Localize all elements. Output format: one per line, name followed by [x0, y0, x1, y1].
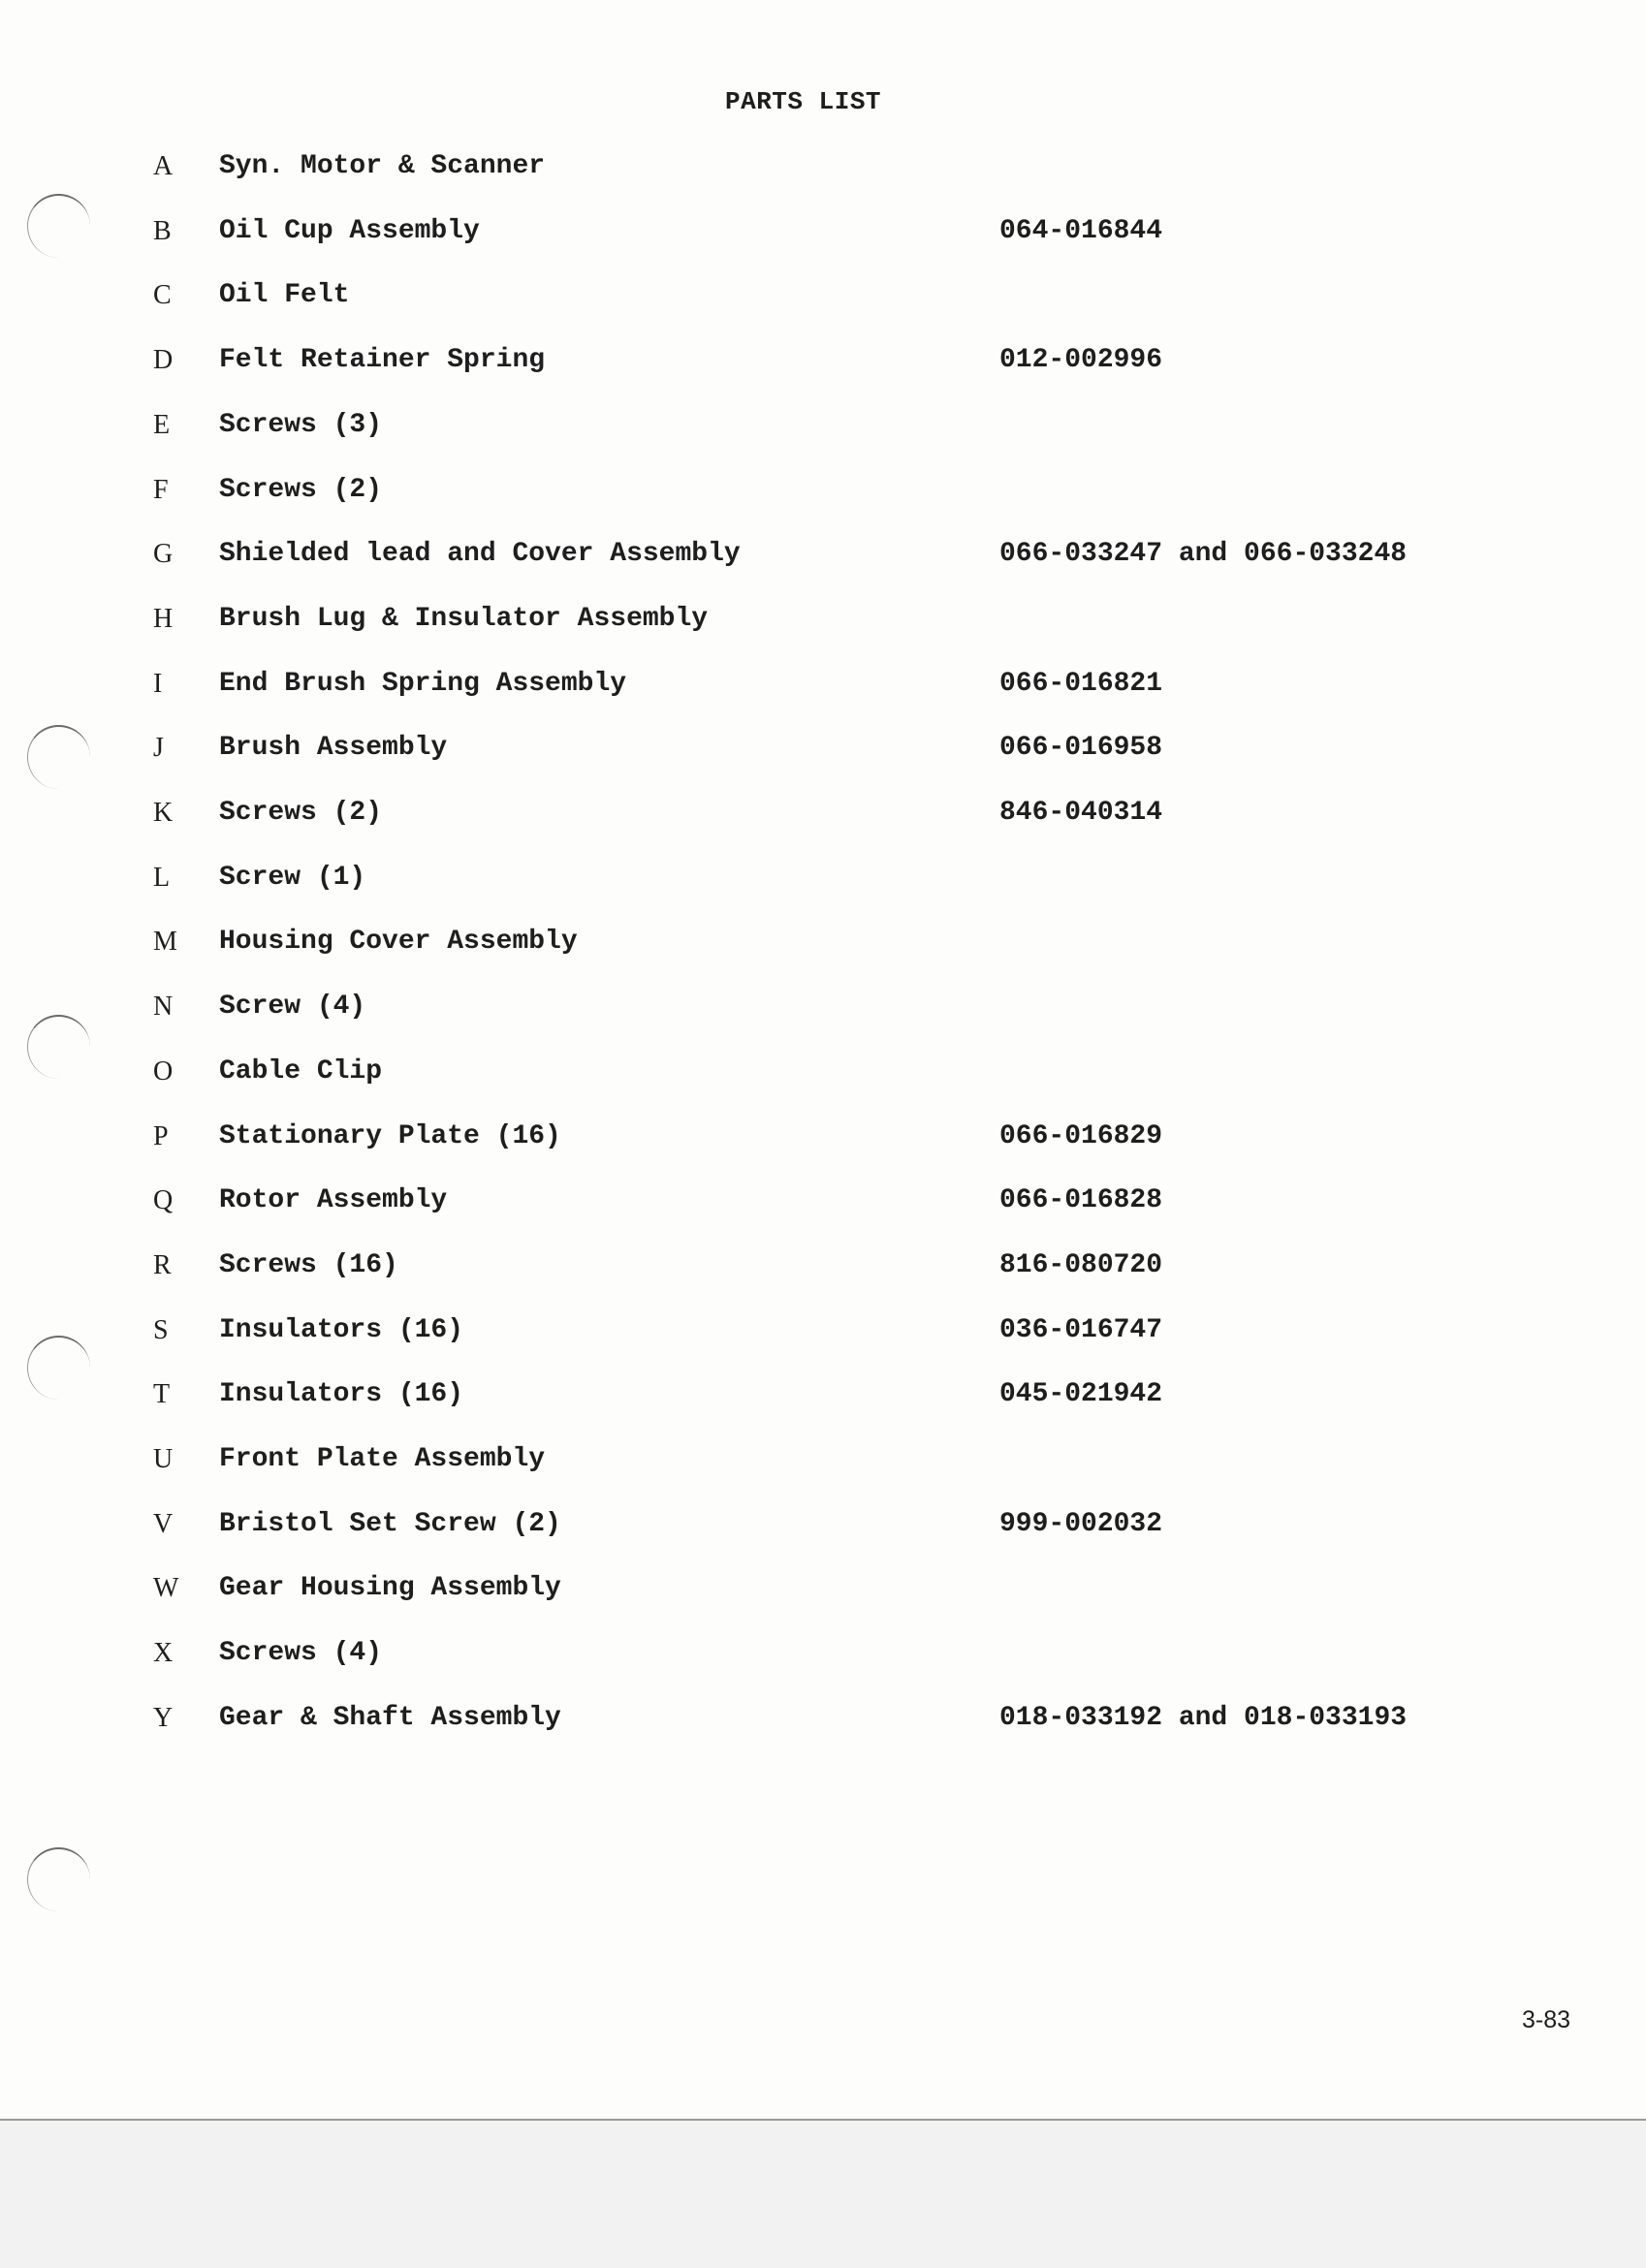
- parts-list-row: [0, 1185, 1646, 1224]
- part-description: Screws (16): [219, 1249, 398, 1280]
- parts-list-row: [0, 216, 1646, 255]
- part-description: Felt Retainer Spring: [219, 345, 546, 376]
- part-letter: H: [153, 603, 174, 634]
- part-letter: V: [153, 1508, 174, 1539]
- part-description: Stationary Plate (16): [219, 1120, 561, 1151]
- part-description: Cable Clip: [219, 1055, 383, 1087]
- parts-list-row: [0, 410, 1646, 449]
- part-letter: Y: [153, 1702, 174, 1733]
- parts-list-row: [0, 1444, 1646, 1483]
- part-letter: M: [153, 927, 177, 958]
- part-description: Oil Felt: [219, 280, 350, 311]
- punch-hole: [27, 1847, 90, 1911]
- part-number: 018-033192 and 018-033193: [999, 1702, 1408, 1733]
- part-number: 816-080720: [999, 1249, 1163, 1280]
- part-letter: R: [153, 1249, 172, 1280]
- part-number: 066-033247 and 066-033248: [999, 539, 1408, 570]
- part-number: 012-002996: [999, 345, 1163, 376]
- part-letter: K: [153, 798, 174, 828]
- part-letter: C: [153, 280, 172, 311]
- scan-background: [0, 2121, 1646, 2268]
- part-number: 045-021942: [999, 1379, 1163, 1410]
- part-description: Screws (2): [219, 474, 383, 505]
- part-letter: A: [153, 151, 174, 181]
- part-description: Screws (2): [219, 798, 383, 828]
- part-letter: D: [153, 345, 174, 376]
- part-description: Shielded lead and Cover Assembly: [219, 539, 741, 570]
- part-number: 999-002032: [999, 1508, 1163, 1539]
- part-number: 846-040314: [999, 798, 1163, 828]
- part-description: Rotor Assembly: [219, 1185, 448, 1216]
- part-description: Bristol Set Screw (2): [219, 1508, 561, 1539]
- part-description: Housing Cover Assembly: [219, 927, 578, 958]
- part-letter: G: [153, 539, 174, 570]
- parts-list-row: [0, 604, 1646, 643]
- parts-list-row: [0, 669, 1646, 708]
- part-number: 066-016821: [999, 668, 1163, 699]
- part-description: Brush Lug & Insulator Assembly: [219, 603, 709, 634]
- parts-list-row: [0, 1703, 1646, 1742]
- part-description: Front Plate Assembly: [219, 1444, 546, 1474]
- part-letter: B: [153, 215, 172, 246]
- part-description: Screw (4): [219, 992, 366, 1023]
- part-number: 066-016828: [999, 1185, 1163, 1216]
- part-letter: E: [153, 409, 171, 440]
- parts-list-row: [0, 1250, 1646, 1289]
- page-title: PARTS LIST: [725, 87, 882, 116]
- part-letter: O: [153, 1055, 174, 1087]
- parts-list-row: [0, 280, 1646, 319]
- parts-list-row: [0, 992, 1646, 1030]
- part-number: 036-016747: [999, 1314, 1163, 1345]
- part-letter: I: [153, 668, 163, 699]
- parts-list-row: [0, 1315, 1646, 1354]
- part-description: Oil Cup Assembly: [219, 215, 480, 246]
- part-description: Brush Assembly: [219, 733, 448, 764]
- page-number: 3-83: [1522, 2006, 1571, 2033]
- parts-list-row: [0, 927, 1646, 965]
- part-number: 066-016958: [999, 733, 1163, 764]
- part-letter: N: [153, 992, 174, 1023]
- part-letter: L: [153, 862, 171, 893]
- parts-list-row: [0, 1379, 1646, 1418]
- part-letter: J: [153, 733, 164, 764]
- part-description: Screws (4): [219, 1638, 383, 1669]
- part-letter: F: [153, 474, 169, 505]
- part-letter: Q: [153, 1185, 174, 1216]
- parts-list-row: [0, 1509, 1646, 1548]
- part-letter: U: [153, 1444, 174, 1474]
- parts-list-row: [0, 733, 1646, 772]
- part-number: 066-016829: [999, 1120, 1163, 1151]
- parts-list-row: [0, 863, 1646, 901]
- parts-list-row: [0, 475, 1646, 514]
- parts-list-row: [0, 1573, 1646, 1612]
- parts-list-row: [0, 1056, 1646, 1095]
- part-description: Syn. Motor & Scanner: [219, 151, 546, 181]
- parts-list-row: [0, 798, 1646, 836]
- part-letter: W: [153, 1573, 179, 1604]
- parts-list-row: [0, 1121, 1646, 1160]
- part-description: Insulators (16): [219, 1379, 464, 1410]
- part-description: Gear Housing Assembly: [219, 1573, 561, 1604]
- parts-list-row: [0, 151, 1646, 190]
- parts-list-row: [0, 1638, 1646, 1677]
- part-description: Screws (3): [219, 409, 383, 440]
- part-number: 064-016844: [999, 215, 1163, 246]
- parts-list-row: [0, 345, 1646, 384]
- part-letter: S: [153, 1314, 169, 1345]
- part-letter: X: [153, 1638, 174, 1669]
- part-description: Insulators (16): [219, 1314, 464, 1345]
- part-description: End Brush Spring Assembly: [219, 668, 627, 699]
- part-description: Screw (1): [219, 862, 366, 893]
- part-description: Gear & Shaft Assembly: [219, 1702, 561, 1733]
- parts-list-row: [0, 539, 1646, 578]
- part-letter: T: [153, 1379, 171, 1410]
- part-letter: P: [153, 1120, 169, 1151]
